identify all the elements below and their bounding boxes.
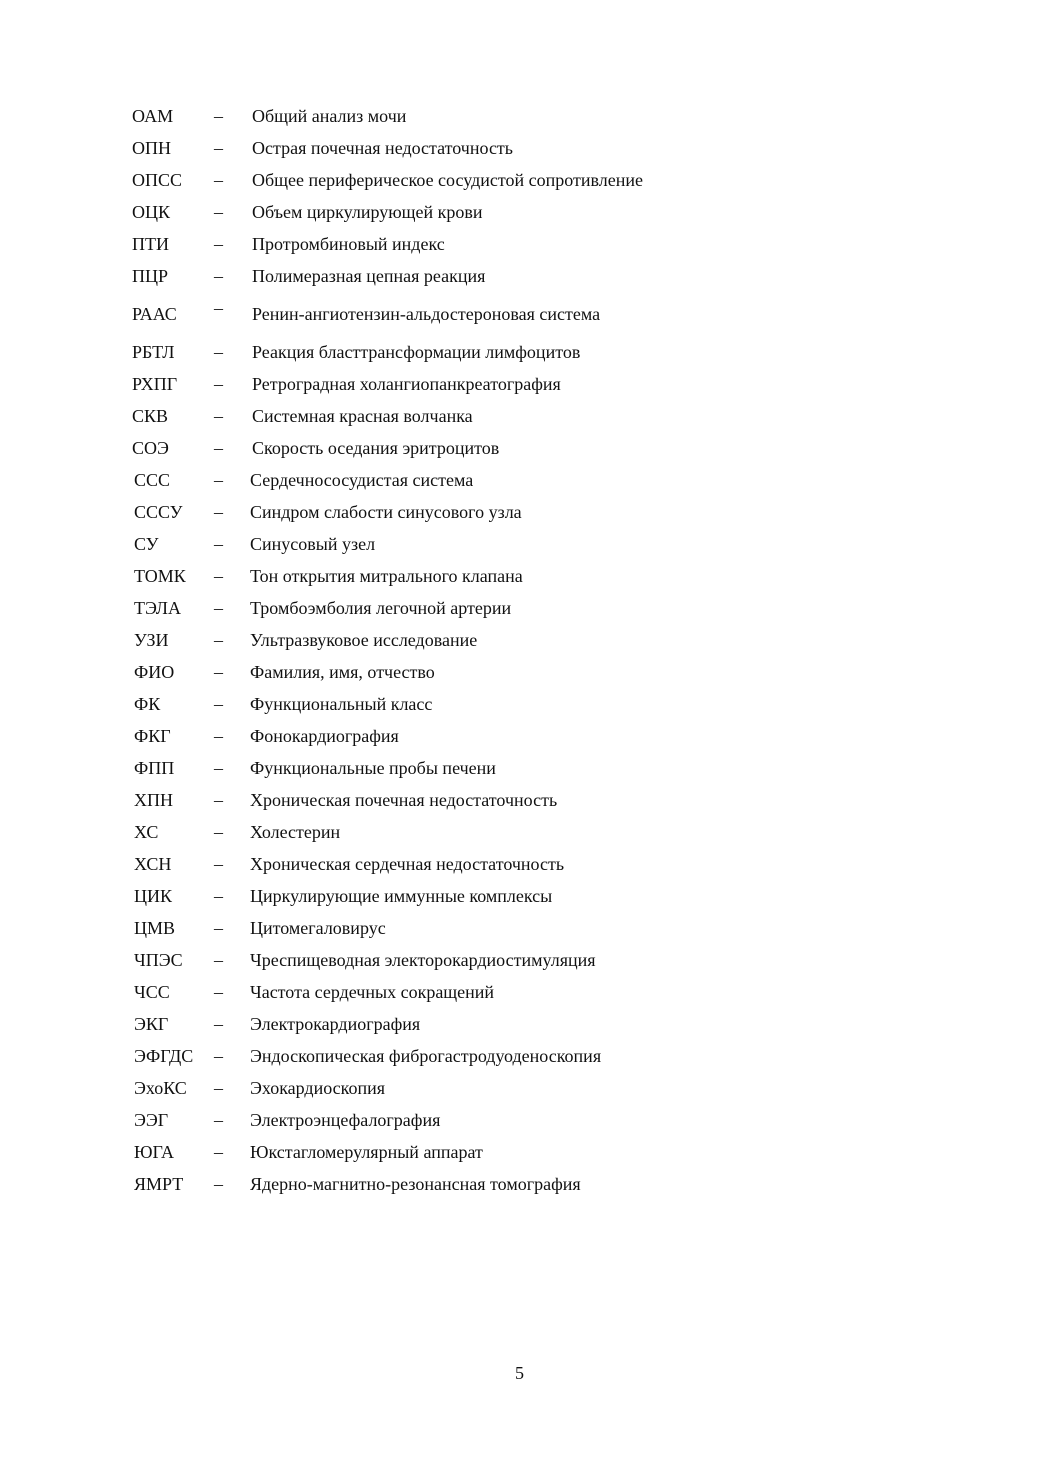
dash-separator: – — [214, 202, 223, 222]
abbreviation-term: ОПН — [132, 138, 171, 158]
abbreviation-term: ЧПЭС — [134, 950, 183, 970]
abbreviation-definition: Общий анализ мочи — [252, 106, 407, 126]
abbreviation-definition: Общее периферическое сосудистой сопротивление — [252, 170, 644, 190]
abbreviation-row — [0, 1012, 1039, 1036]
dash-separator: – — [214, 822, 223, 842]
dash-separator: – — [214, 1046, 223, 1066]
abbreviation-definition: Ядерно-магнитно-резонансная томография — [250, 1174, 581, 1194]
abbreviation-definition: Полимеразная цепная реакция — [252, 266, 486, 286]
abbreviation-row — [0, 564, 1039, 588]
abbreviation-definition: Ретроградная холангиопанкреатография — [252, 374, 561, 394]
abbreviation-definition: Частота сердечных сокращений — [250, 982, 495, 1002]
abbreviation-row — [0, 756, 1039, 780]
abbreviation-definition: Сердечнососудистая система — [250, 470, 474, 490]
dash-separator: – — [214, 854, 223, 874]
abbreviation-row — [0, 788, 1039, 812]
abbreviation-row — [0, 104, 1039, 128]
dash-separator: – — [214, 566, 223, 586]
abbreviation-row — [0, 298, 1039, 326]
abbreviation-row — [0, 404, 1039, 428]
abbreviation-row — [0, 628, 1039, 652]
dash-separator: – — [214, 598, 223, 618]
abbreviation-term: ТОМК — [134, 566, 186, 586]
abbreviation-definition: Реакция бласттрансформации лимфоцитов — [252, 342, 581, 362]
dash-separator: – — [214, 790, 223, 810]
abbreviation-term: ЭЭГ — [134, 1110, 169, 1130]
abbreviation-term: ЦИК — [134, 886, 173, 906]
abbreviation-definition: Ренин-ангиотензин-альдостероновая система — [252, 304, 601, 324]
dash-separator: – — [214, 630, 223, 650]
abbreviation-definition: Цитомегаловирус — [250, 918, 386, 938]
abbreviation-term: ОАМ — [132, 106, 174, 126]
abbreviation-definition: Функциональные пробы печени — [250, 758, 496, 778]
abbreviation-definition: Функциональный класс — [250, 694, 433, 714]
abbreviation-definition: Юкстагломерулярный аппарат — [250, 1142, 483, 1162]
abbreviation-term: СОЭ — [132, 438, 169, 458]
dash-separator: – — [214, 1078, 223, 1098]
abbreviation-term: ОПСС — [132, 170, 183, 190]
abbreviation-definition: Тон открытия митрального клапана — [250, 566, 523, 586]
abbreviation-definition: Протромбиновый индекс — [252, 234, 445, 254]
abbreviation-term: ХСН — [134, 854, 172, 874]
abbreviation-row — [0, 468, 1039, 492]
abbreviation-row — [0, 200, 1039, 224]
abbreviation-definition: Ультразвуковое исследование — [250, 630, 478, 650]
abbreviation-definition: Циркулирующие иммунные комплексы — [250, 886, 553, 906]
abbreviation-row — [0, 660, 1039, 684]
abbreviation-term: ЭКГ — [134, 1014, 169, 1034]
abbreviation-term: ТЭЛА — [134, 598, 181, 618]
dash-separator: – — [214, 138, 223, 158]
abbreviation-row — [0, 820, 1039, 844]
abbreviation-definition: Острая почечная недостаточность — [252, 138, 514, 158]
abbreviation-definition: Тромбоэмболия легочной артерии — [250, 598, 512, 618]
dash-separator: – — [214, 342, 223, 362]
abbreviation-row — [0, 852, 1039, 876]
abbreviation-definition: Эхокардиоскопия — [250, 1078, 386, 1098]
dash-separator: – — [214, 1110, 223, 1130]
abbreviation-term: РААС — [132, 304, 177, 324]
dash-separator: – — [214, 266, 223, 286]
abbreviation-row — [0, 1172, 1039, 1196]
abbreviation-row — [0, 1108, 1039, 1132]
abbreviation-row — [0, 916, 1039, 940]
abbreviation-term: СУ — [134, 534, 159, 554]
abbreviation-definition: Эндоскопическая фиброгастродуоденоскопия — [250, 1046, 602, 1066]
dash-separator: – — [214, 534, 223, 554]
abbreviation-row — [0, 980, 1039, 1004]
dash-separator: – — [214, 662, 223, 682]
dash-separator: – — [214, 1174, 223, 1194]
abbreviation-definition: Синдром слабости синусового узла — [250, 502, 522, 522]
abbreviation-term: ПТИ — [132, 234, 169, 254]
dash-separator: – — [214, 170, 223, 190]
dash-separator: – — [214, 374, 223, 394]
abbreviation-row — [0, 596, 1039, 620]
abbreviation-term: ССС — [134, 470, 171, 490]
abbreviation-row — [0, 136, 1039, 160]
abbreviation-term: ФПП — [134, 758, 175, 778]
dash-separator: – — [214, 886, 223, 906]
dash-separator: – — [214, 438, 223, 458]
dash-separator: – — [214, 298, 223, 318]
abbreviation-term: ЯМРТ — [134, 1174, 184, 1194]
abbreviation-term: ХС — [134, 822, 159, 842]
abbreviation-row — [0, 1076, 1039, 1100]
abbreviation-row — [0, 500, 1039, 524]
abbreviation-term: ХПН — [134, 790, 173, 810]
dash-separator: – — [214, 1142, 223, 1162]
abbreviation-definition: Объем циркулирующей крови — [252, 202, 483, 222]
abbreviation-definition: Фонокардиография — [250, 726, 399, 746]
abbreviation-row — [0, 340, 1039, 364]
abbreviation-term: ФКГ — [134, 726, 171, 746]
abbreviation-definition: Холестерин — [250, 822, 341, 842]
abbreviation-row — [0, 884, 1039, 908]
abbreviation-row — [0, 948, 1039, 972]
dash-separator: – — [214, 406, 223, 426]
abbreviation-term: ЭхоКС — [134, 1078, 187, 1098]
abbreviation-term: ФИО — [134, 662, 175, 682]
dash-separator: – — [214, 950, 223, 970]
dash-separator: – — [214, 694, 223, 714]
abbreviation-term: УЗИ — [134, 630, 169, 650]
dash-separator: – — [214, 106, 223, 126]
abbreviation-term: СССУ — [134, 502, 183, 522]
abbreviation-row — [0, 724, 1039, 748]
abbreviation-term: ФК — [134, 694, 161, 714]
dash-separator: – — [214, 726, 223, 746]
dash-separator: – — [214, 982, 223, 1002]
abbreviation-definition: Системная красная волчанка — [252, 406, 473, 426]
abbreviation-term: ЭФГДС — [134, 1046, 194, 1066]
abbreviation-term: ЦМВ — [134, 918, 176, 938]
dash-separator: – — [214, 470, 223, 490]
abbreviation-term: СКВ — [132, 406, 169, 426]
dash-separator: – — [214, 758, 223, 778]
abbreviation-definition: Скорость оседания эритроцитов — [252, 438, 500, 458]
abbreviation-definition: Чреспищеводная электорокардиостимуляция — [250, 950, 596, 970]
abbreviation-term: ОЦК — [132, 202, 171, 222]
abbreviation-definition: Синусовый узел — [250, 534, 376, 554]
abbreviation-definition: Фамилия, имя, отчество — [250, 662, 435, 682]
abbreviation-row — [0, 436, 1039, 460]
abbreviation-row — [0, 168, 1039, 192]
abbreviation-term: РБТЛ — [132, 342, 175, 362]
abbreviation-term: РХПГ — [132, 374, 178, 394]
dash-separator: – — [214, 234, 223, 254]
abbreviation-row — [0, 1140, 1039, 1164]
abbreviation-term: ЧСС — [134, 982, 170, 1002]
abbreviation-term: ПЦР — [132, 266, 169, 286]
dash-separator: – — [214, 1014, 223, 1034]
abbreviation-definition: Хроническая почечная недостаточность — [250, 790, 558, 810]
abbreviation-definition: Электроэнцефалография — [250, 1110, 441, 1130]
dash-separator: – — [214, 918, 223, 938]
abbreviation-definition: Хроническая сердечная недостаточность — [250, 854, 565, 874]
abbreviation-row — [0, 1044, 1039, 1068]
abbreviation-row — [0, 264, 1039, 288]
abbreviation-term: ЮГА — [134, 1142, 174, 1162]
abbreviation-row — [0, 232, 1039, 256]
abbreviation-definition: Электрокардиография — [250, 1014, 421, 1034]
abbreviation-row — [0, 532, 1039, 556]
abbreviation-row — [0, 372, 1039, 396]
page-number: 5 — [515, 1363, 524, 1383]
dash-separator: – — [214, 502, 223, 522]
abbreviation-row — [0, 692, 1039, 716]
